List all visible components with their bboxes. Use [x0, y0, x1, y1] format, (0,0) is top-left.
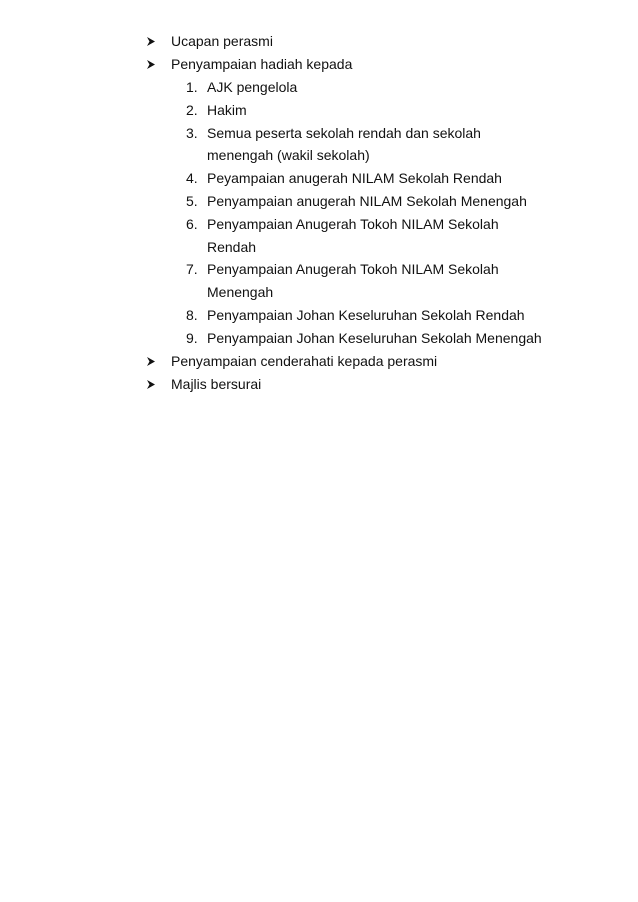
sublist-item: [146, 76, 616, 99]
sublist-item: [146, 304, 616, 327]
list-item: [146, 373, 616, 396]
list-number: 1.: [186, 79, 198, 95]
sublist-item-text: Penyampaian Johan Keseluruhan Sekolah Menengah: [207, 329, 542, 346]
sublist-item: [146, 167, 616, 190]
list-number: 9.: [186, 329, 198, 346]
list-number: 2.: [186, 101, 198, 118]
sublist-item-text: Penyampaian anugerah NILAM Sekolah Menengah: [207, 192, 527, 209]
sublist-item: [146, 99, 616, 122]
list-number: 4.: [186, 170, 198, 187]
numbered-sublist: [146, 76, 616, 350]
sublist-item: [146, 122, 616, 168]
sublist-item-text: Penyampaian Anugerah Tokoh NILAM Sekolah Rendah: [207, 215, 499, 255]
list-number: 7.: [186, 261, 198, 278]
list-number: 3.: [186, 124, 198, 141]
list-item: [146, 350, 616, 373]
sublist-item-text: AJK pengelola: [207, 79, 298, 95]
list-number: 8.: [186, 306, 198, 323]
sublist-item: [146, 258, 616, 304]
arrow-bullet-icon: [146, 36, 156, 47]
program-list: [146, 30, 616, 396]
arrow-bullet-icon: [146, 59, 156, 70]
sublist-item-text: Semua peserta sekolah rendah dan sekolah menengah (wakil sekolah): [207, 124, 481, 164]
list-item-text: Penyampaian hadiah kepada: [171, 56, 353, 72]
sublist-item: [146, 190, 616, 213]
list-number: 5.: [186, 192, 198, 209]
list-item-text: Penyampaian cenderahati kepada perasmi: [171, 352, 438, 369]
sublist-item-text: Hakim: [207, 101, 247, 118]
list-item-text: Ucapan perasmi: [171, 33, 273, 49]
sublist-item-text: Penyampaian Johan Keseluruhan Sekolah Rendah: [207, 306, 525, 323]
arrow-bullet-icon: [146, 379, 156, 390]
arrow-bullet-icon: [146, 356, 156, 367]
list-number: 6.: [186, 215, 198, 232]
sublist-item: [146, 327, 616, 350]
sublist-item-text: Penyampaian Anugerah Tokoh NILAM Sekolah Menengah: [207, 261, 499, 301]
sublist-item-text: Peyampaian anugerah NILAM Sekolah Rendah: [207, 170, 502, 187]
sublist-item: [146, 213, 616, 259]
list-item: [146, 30, 616, 53]
list-item-text: Majlis bersurai: [171, 375, 262, 392]
list-item: [146, 53, 616, 76]
